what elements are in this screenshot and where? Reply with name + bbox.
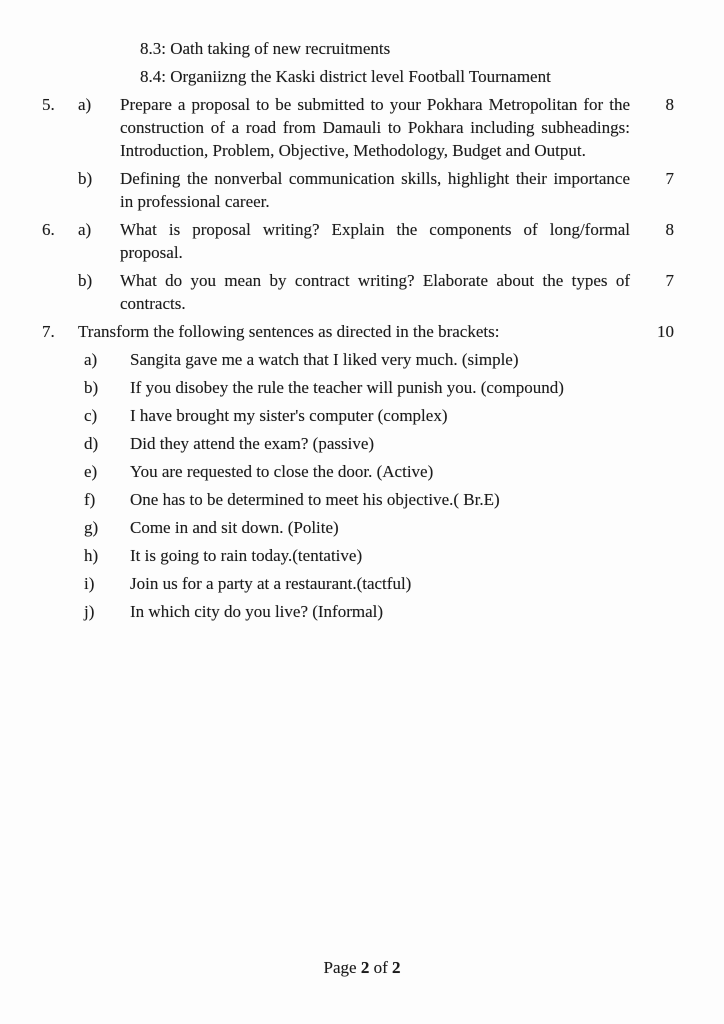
sentence-item [0,348,724,371]
item-text: Come in and sit down. (Polite) [130,518,339,537]
sentence-item [0,516,724,539]
sentence-item [0,488,724,511]
item-text: In which city do you live? (Informal) [130,602,384,621]
item-label: e) [84,462,98,481]
marks-value: 7 [665,271,674,290]
page-footer [0,956,724,979]
sentence-item [0,460,724,483]
marks-value: 8 [665,95,674,114]
question-row [0,93,724,162]
part-label: a) [78,95,92,114]
question-stem: Transform the following sentences as directed in the brackets: [78,322,500,341]
footer-separator: of [373,958,388,977]
question-row [0,167,724,213]
marks-value: 8 [665,220,674,239]
item-text: You are requested to close the door. (Active) [130,462,434,481]
list-item [0,65,724,88]
question-number: 5. [42,95,55,114]
part-label: a) [78,220,92,239]
item-label: j) [84,602,95,621]
item-text: Sangita gave me a watch that I liked very much. (simple) [130,350,519,369]
part-text: What do you mean by contract writing? Elaborate about the types of contracts. [120,271,630,313]
item-label: i) [84,574,95,593]
question-row [0,218,724,264]
marks-value: 10 [657,322,674,341]
item-label: g) [84,518,99,537]
sub-item-text: 8.4: Organiizng the Kaski district level Football Tournament [140,67,551,86]
item-label: h) [84,546,99,565]
part-label: b) [78,271,93,290]
sentence-item [0,432,724,455]
question-number: 6. [42,220,55,239]
question-row [0,269,724,315]
footer-page-number: 2 [360,958,370,977]
item-text: If you disobey the rule the teacher will punish you. (compound) [130,378,564,397]
list-item [0,37,724,60]
item-text: I have brought my sister's computer (complex) [130,406,448,425]
item-label: d) [84,434,99,453]
question-number: 7. [42,322,55,341]
item-label: b) [84,378,99,397]
item-text: Did they attend the exam? (passive) [130,434,375,453]
footer-total-pages: 2 [391,958,401,977]
item-text: It is going to rain today.(tentative) [130,546,363,565]
sentence-item [0,600,724,623]
footer-prefix: Page [323,958,357,977]
item-text: Join us for a party at a restaurant.(tactful) [130,574,412,593]
marks-value: 7 [665,169,674,188]
sentence-item [0,376,724,399]
sentence-item [0,572,724,595]
item-label: a) [84,350,98,369]
sub-item-text: 8.3: Oath taking of new recruitments [140,39,391,58]
part-text: Prepare a proposal to be submitted to your Pokhara Metropolitan for the construction of a road from Damauli to Pokhara including subheadings: Introduction, Problem, Objective, Methodology, Budget and Output. [120,95,630,160]
question-row [0,320,724,343]
item-label: f) [84,490,96,509]
part-text: What is proposal writing? Explain the components of long/formal proposal. [120,220,630,262]
sentence-item [0,404,724,427]
part-label: b) [78,169,93,188]
item-label: c) [84,406,98,425]
sentence-item [0,544,724,567]
item-text: One has to be determined to meet his objective.( Br.E) [130,490,500,509]
part-text: Defining the nonverbal communication skills, highlight their importance in professional career. [120,169,630,211]
